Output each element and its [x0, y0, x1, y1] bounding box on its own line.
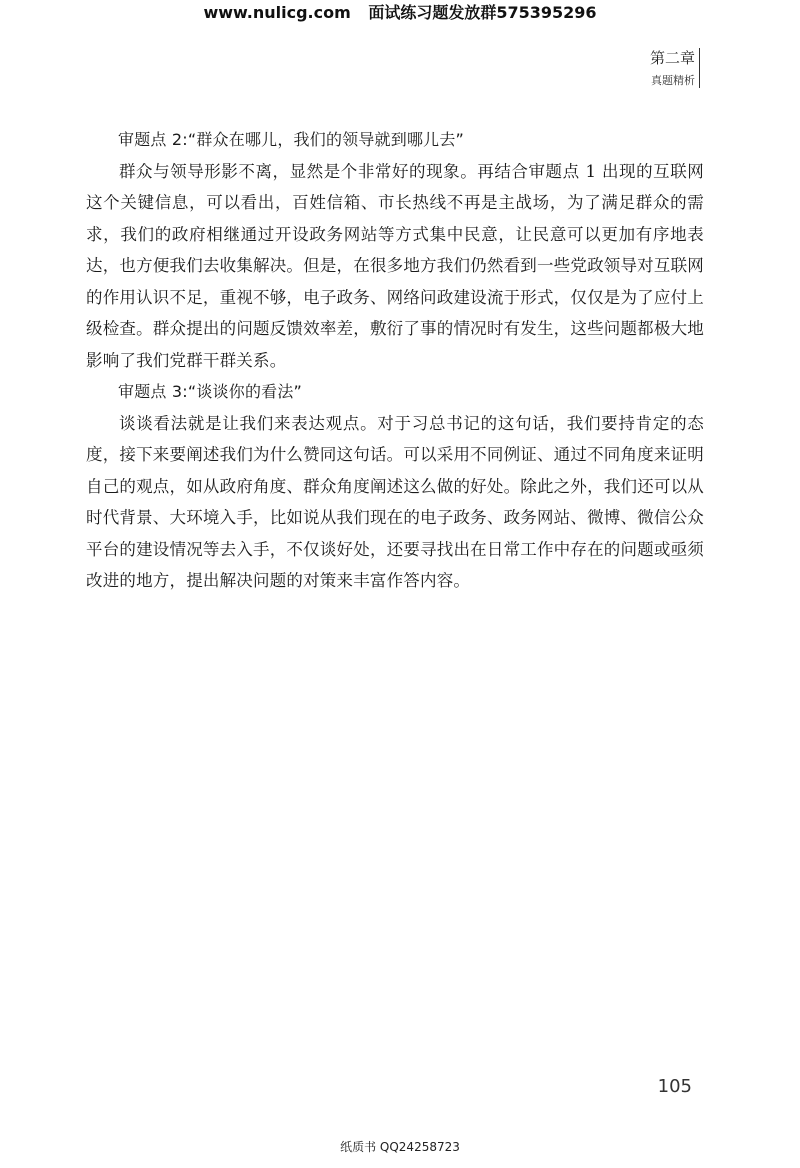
page-number: 105 [657, 1076, 692, 1097]
chapter-title: 第二章 [649, 49, 695, 67]
chapter-header [650, 48, 695, 90]
paragraph-1: 群众与领导形影不离，显然是个非常好的现象。再结合审题点 1 出现的互联网这个关键信息，可以看出，百姓信箱、市长热线不再是主战场，为了满足群众的需求，我们的政府相继通过开设政务网站等方式集中民意，让民意可以更加有序地表达，也方便我们去收集解决。但是，在很多地方我们仍然看到一些党政领导对互联网的作用认识不足，重视不够，电子政务、网络问政建设流于形式，仅仅是为了应付上级检查。群众提出的问题反馈效率差，敷衍了事的情况时有发生，这些问题都极大地影响了我们党群干群关系。 [86, 161, 704, 370]
page-body [86, 124, 704, 597]
chapter-section: 真题精析 [651, 74, 695, 87]
footer-note: 纸质书 QQ24258723 [340, 1140, 460, 1154]
chapter-divider [699, 48, 700, 88]
section-heading-2: 审题点 2:“群众在哪儿，我们的领导就到哪儿去” [118, 130, 465, 149]
section-heading-3: 审题点 3:“谈谈你的看法” [118, 382, 303, 401]
banner-group-text: 面试练习题发放群575395296 [368, 3, 597, 22]
paragraph-2: 谈谈看法就是让我们来表达观点。对于习总书记的这句话，我们要持肯定的态度，接下来要阐述我们为什么赞同这句话。可以采用不同例证、通过不同角度来证明自己的观点，如从政府角度、群众角度阐述这么做的好处。除此之外，我们还可以从时代背景、大环境入手，比如说从我们现在的电子政务、政务网站、微博、微信公众平台的建设情况等去入手，不仅谈好处，还要寻找出在日常工作中存在的问题或亟须改进的地方，提出解决问题的对策来丰富作答内容。 [86, 413, 704, 590]
banner-url: www.nulicg.com [203, 3, 351, 22]
top-banner [0, 0, 800, 28]
